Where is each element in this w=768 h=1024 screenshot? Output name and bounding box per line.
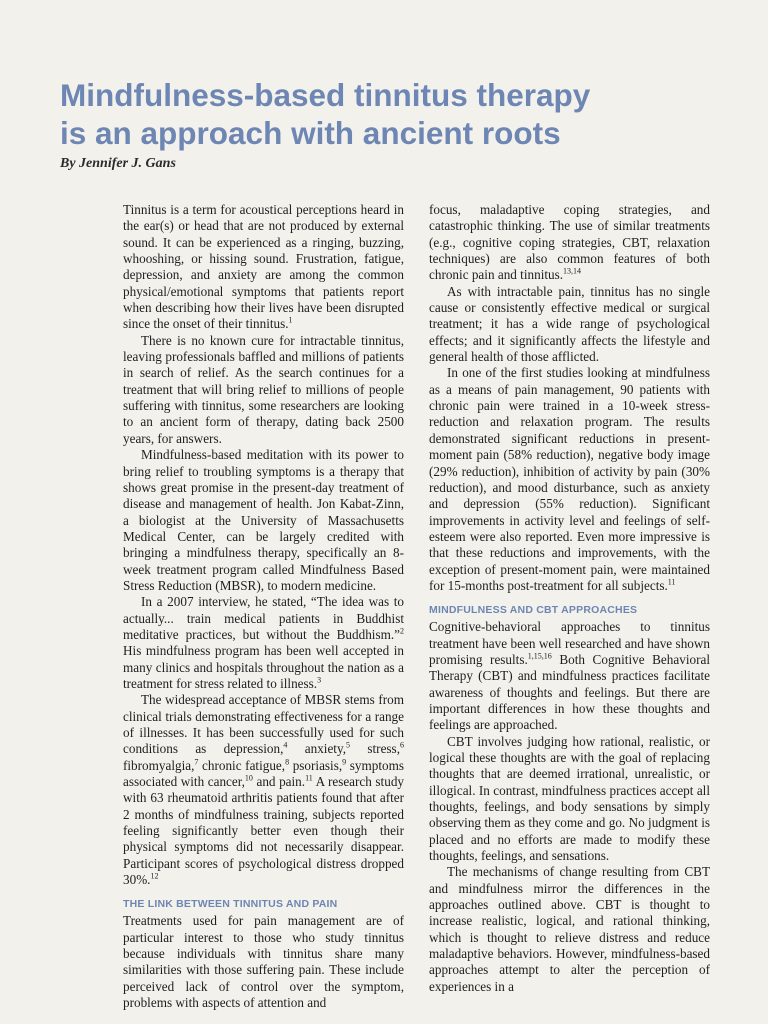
section-heading: MINDFULNESS AND CBT APPROACHES xyxy=(429,604,638,617)
title-line-1: Mindfulness-based tinnitus therapy xyxy=(60,77,591,113)
citation: 2 xyxy=(400,626,404,636)
paragraph: As with intractable pain, tinnitus has no single cause or consistently effective medical or surgical treatment; it has a wide range of psychological effects; and it significantly affects the lifestyle and general health of those afflicted. xyxy=(429,283,710,365)
paragraph: Treatments used for pain management are of particular interest to those who study tinnitus because individuals with tinnitus share many similarities with those suffering pain. These include perceived lack of control over the symptom, problems with aspects of attention and xyxy=(123,913,404,1011)
paragraph: In one of the first studies looking at mindfulness as a means of pain management, 90 patients with chronic pain were trained in a 10-week stress-reduction and relaxation program. The results demonstrated significant reductions in present-moment pain (58% reduction), negative body image (29% reduction), inhibition of activity by pain (30% reduction), and mood disturbance, such as anxiety and depression (55% reduction). Significant improvements in activity level and feelings of self-esteem were also reported. Even more impressive is that these reductions and improvements, with the exception of present-moment pain, were maintained for 15-months post-treatment for all subjects.$^{11}$ xyxy=(429,365,710,593)
paragraph: Tinnitus is a term for acoustical perceptions heard in the ear(s) or head that are not produced by external sound. It can be experienced as a ringing, buzzing, whooshing, or hissing sound. Frustration, fatigue, depression, and anxiety are among the common physical/emotional symptoms that patients report when describing how their lives have been disrupted since the onset of their tinnitus.$^1$ xyxy=(123,202,404,332)
author-byline: By Jennifer J. Gans xyxy=(60,156,176,171)
paragraph: CBT involves judging how rational, realistic, or logical these thoughts are with the goal of replacing thoughts that are deemed irrational, unrealistic, or illogical. In contrast, mindfulness practices accept all thoughts, feelings, and body sensations by simply observing them as they come and go. No judgment is placed and no efforts are made to modify these thoughts, feelings, and sensations. xyxy=(429,733,710,864)
paragraph: focus, maladaptive coping strategies, and catastrophic thinking. The use of similar treatments (e.g., cognitive coping strategies, CBT, relaxation techniques) are also common features of both chronic pain and tinnitus.$^{13,14}$ xyxy=(429,202,710,283)
citation: 11 xyxy=(305,773,313,783)
citation: 8 xyxy=(285,757,290,767)
citation: 1 xyxy=(288,316,293,326)
citation: 3 xyxy=(317,675,322,685)
citation: 10 xyxy=(244,773,253,783)
paragraph: In a 2007 interview, he stated, “The idea was to actually... train medical patients in Buddhist meditative practices, but without the Buddhism.”$^2$ His mindfulness program has been well accepted in many clinics and hospitals throughout the nation as a treatment for stress related to illness.$^3$ xyxy=(123,594,404,691)
citation: 7 xyxy=(194,757,199,767)
paragraph: Mindfulness-based meditation with its power to bring relief to troubling symptoms is a therapy that shows great promise in the present-day treatment of disease and management of health. Jon Kabat-Zinn, a biologist at the University of Massachusetts Medical Center, can be largely credited with bringing a mindfulness therapy, specifically an 8-week treatment program called Mindfulness Based Stress Reduction (MBSR), to modern medicine. xyxy=(123,447,404,593)
right-column xyxy=(429,202,710,995)
title-line-2: is an approach with ancient roots xyxy=(60,115,561,151)
paragraph: There is no known cure for intractable tinnitus, leaving professionals baffled and millions of patients in search of relief. As the search continues for a treatment that will bring relief to millions of people suffering with tinnitus, some researchers are looking to an ancient form of therapy, dating back 2500 years, for answers. xyxy=(123,332,404,446)
section-heading: THE LINK BETWEEN TINNITUS AND PAIN xyxy=(123,898,338,911)
citation: 1,15,16 xyxy=(527,651,552,661)
article-title xyxy=(60,76,750,152)
paragraph: The widespread acceptance of MBSR stems from clinical trials demonstrating effectiveness for a range of illnesses. It has been successfully used for such conditions as depression,$^4$ anxiety,$^5$ stress,$^6$ fibromyalgia,$^7$ chronic fatigue,$^8$ psoriasis,$^9$ symptoms associated with cancer,$^{10}$ and pain.$^{11}$ A research study with 63 rheumatoid arthritis patients found that after 2 months of mindfulness training, subjects reported feeling significantly better even though their physical symptoms did not necessarily disappear. Participant scores of psychological distress dropped 30%.$^{12}$ xyxy=(123,692,405,888)
citation: 9 xyxy=(342,757,347,767)
paragraph: Cognitive-behavioral approaches to tinnitus treatment have been well researched and have shown promising results.$^{1,15,16}$ Both Cognitive Behavioral Therapy (CBT) and mindfulness practices facilitate awareness of thoughts and feelings. But there are important differences in how these thoughts and feelings are approached. xyxy=(429,619,710,733)
citation: 13,14 xyxy=(563,266,582,276)
citation: 6 xyxy=(400,740,404,750)
citation: 11 xyxy=(667,577,676,587)
left-column xyxy=(123,202,404,1012)
citation: 5 xyxy=(346,740,351,750)
paragraph: The mechanisms of change resulting from CBT and mindfulness mirror the differences in the approaches outlined above. CBT is thought to increase realistic, logical, and rational thinking, which is thought to relieve distress and reduce maladaptive behaviors. However, mindfulness-based approaches attempt to alter the perception of experiences in a xyxy=(429,864,710,994)
citation: 12 xyxy=(150,871,159,881)
citation: 4 xyxy=(283,740,288,750)
